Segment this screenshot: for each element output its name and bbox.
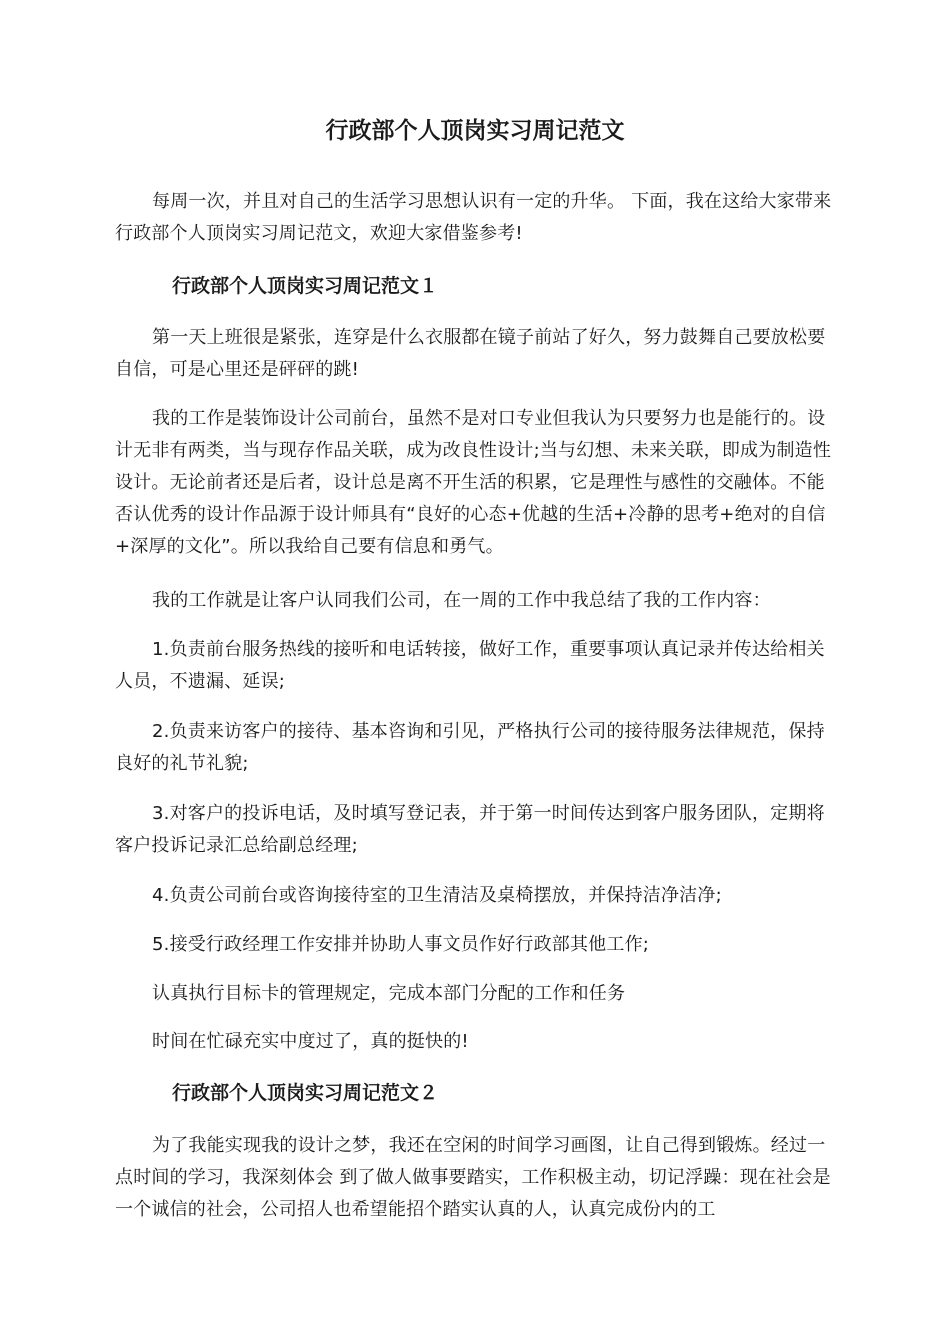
section-1-paragraph-2: 我的工作是装饰设计公司前台，虽然不是对口专业但我认为只要努力也是能行的。设计无非有两类，当与现存作品关联，成为改良性设计;当与幻想、未来关联，即成为制造性设计。无论前者还是后者，设计总是离不开生活的积累，它是理性与感性的交融体。不能否认优秀的设计作品源于设计师具有“良好的心态+优越的生活+冷静的思考+绝对的自信+深厚的文化”。所以我给自己要有信息和勇气。 (115, 408, 832, 557)
section-1-paragraph-3: 我的工作就是让客户认同我们公司，在一周的工作中我总结了我的工作内容： (152, 590, 771, 611)
section-1-paragraph-4: 认真执行目标卡的管理规定，完成本部门分配的工作和任务 (152, 983, 626, 1004)
section-2-heading: 行政部个人顶岗实习周记范文２ (172, 1082, 439, 1104)
document-title: 行政部个人顶岗实习周记范文 (325, 118, 625, 144)
section-1-heading: 行政部个人顶岗实习周记范文１ (172, 275, 439, 297)
section-1-list-item-3: 3.对客户的投诉电话，及时填写登记表，并于第一时间传达到客户服务团队，定期将客户投诉记录汇总给副总经理; (115, 803, 825, 856)
section-1-list-item-5: 5.接受行政经理工作安排并协助人事文员作好行政部其他工作; (152, 934, 650, 955)
section-1-paragraph-1: 第一天上班很是紧张，连穿是什么衣服都在镜子前站了好久，努力鼓舞自己要放松要自信，可是心里还是砰砰的跳! (115, 327, 826, 380)
intro-paragraph: 每周一次，并且对自己的生活学习思想认识有一定的升华。 下面，我在这给大家带来行政部个人顶岗实习周记范文，欢迎大家借鉴参考! (115, 191, 832, 244)
section-1-list-item-4: 4.负责公司前台或咨询接待室的卫生清洁及桌椅摆放，并保持洁净洁净; (152, 885, 722, 906)
section-1-list-item-2: 2.负责来访客户的接待、基本咨询和引见，严格执行公司的接待服务法律规范，保持良好的礼节礼貌; (115, 721, 825, 774)
section-1-list-item-1: 1.负责前台服务热线的接听和电话转接，做好工作，重要事项认真记录并传达给相关人员，不遗漏、延误; (115, 639, 825, 692)
section-1-paragraph-5: 时间在忙碌充实中度过了，真的挺快的! (152, 1031, 469, 1052)
section-2-paragraph-1: 为了我能实现我的设计之梦，我还在空闲的时间学习画图，让自己得到锻炼。经过一点时间的学习，我深刻体会 到了做人做事要踏实，工作积极主动，切记浮躁：现在社会是一个诚信的社会，公司招人也希望能招个踏实认真的人，认真完成份内的工 (115, 1135, 831, 1220)
